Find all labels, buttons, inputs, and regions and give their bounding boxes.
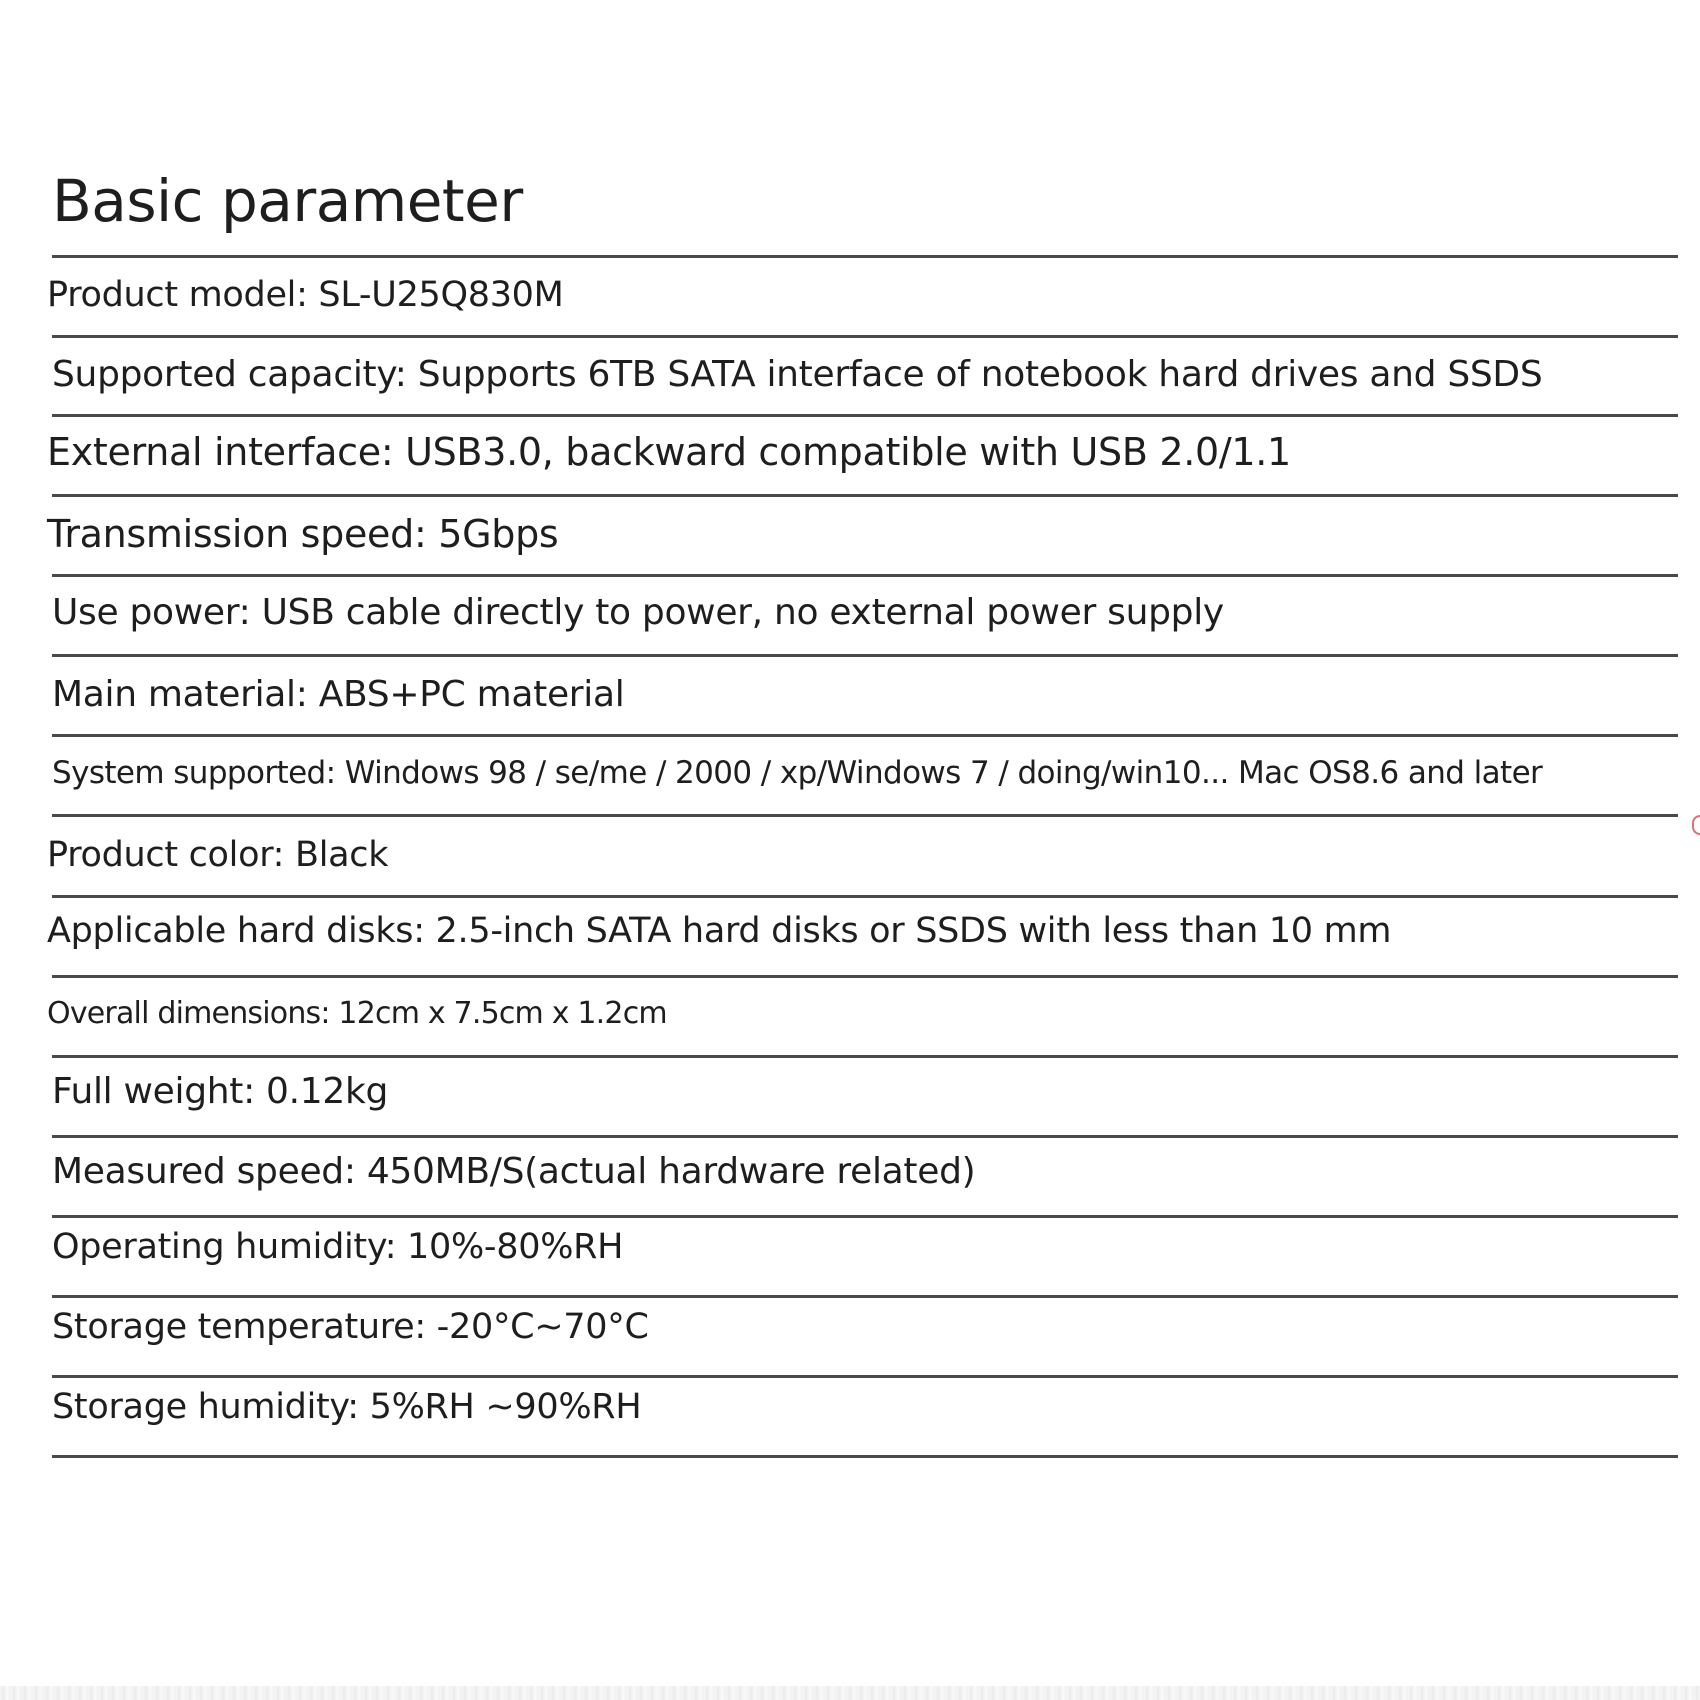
spec-row-applicable-hard-disks: Applicable hard disks: 2.5-inch SATA hard disks or SSDS with less than 10 mm	[47, 911, 1392, 951]
spec-row-overall-dimensions: Overall dimensions: 12cm x 7.5cm x 1.2cm	[47, 995, 667, 1031]
spec-row-system-supported: System supported: Windows 98 / se/me / 2000 / xp/Windows 7 / doing/win10... Mac OS8.6 and later	[52, 755, 1543, 791]
edge-mark	[1692, 815, 1700, 835]
spec-row-main-material: Main material: ABS+PC material	[52, 673, 625, 715]
page-title: Basic parameter	[52, 167, 523, 235]
spec-row-operating-humidity: Operating humidity: 10%-80%RH	[52, 1227, 624, 1267]
spec-row-external-interface: External interface: USB3.0, backward compatible with USB 2.0/1.1	[47, 430, 1291, 474]
spec-row-product-model: Product model: SL-U25Q830M	[47, 275, 564, 315]
spec-row-measured-speed: Measured speed: 450MB/S(actual hardware related)	[52, 1150, 976, 1192]
spec-row-use-power: Use power: USB cable directly to power, no external power supply	[52, 591, 1224, 633]
spec-row-storage-temperature: Storage temperature: -20°C~70°C	[52, 1307, 649, 1347]
spec-row-product-color: Product color: Black	[47, 835, 389, 875]
spec-row-full-weight: Full weight: 0.12kg	[52, 1070, 389, 1112]
divider	[52, 1455, 1678, 1458]
spec-row-storage-humidity: Storage humidity: 5%RH ~90%RH	[52, 1387, 642, 1427]
spec-row-supported-capacity: Supported capacity: Supports 6TB SATA interface of notebook hard drives and SSDS	[52, 353, 1543, 395]
spec-row-transmission-speed: Transmission speed: 5Gbps	[47, 512, 559, 556]
bottom-texture	[0, 1686, 1700, 1700]
